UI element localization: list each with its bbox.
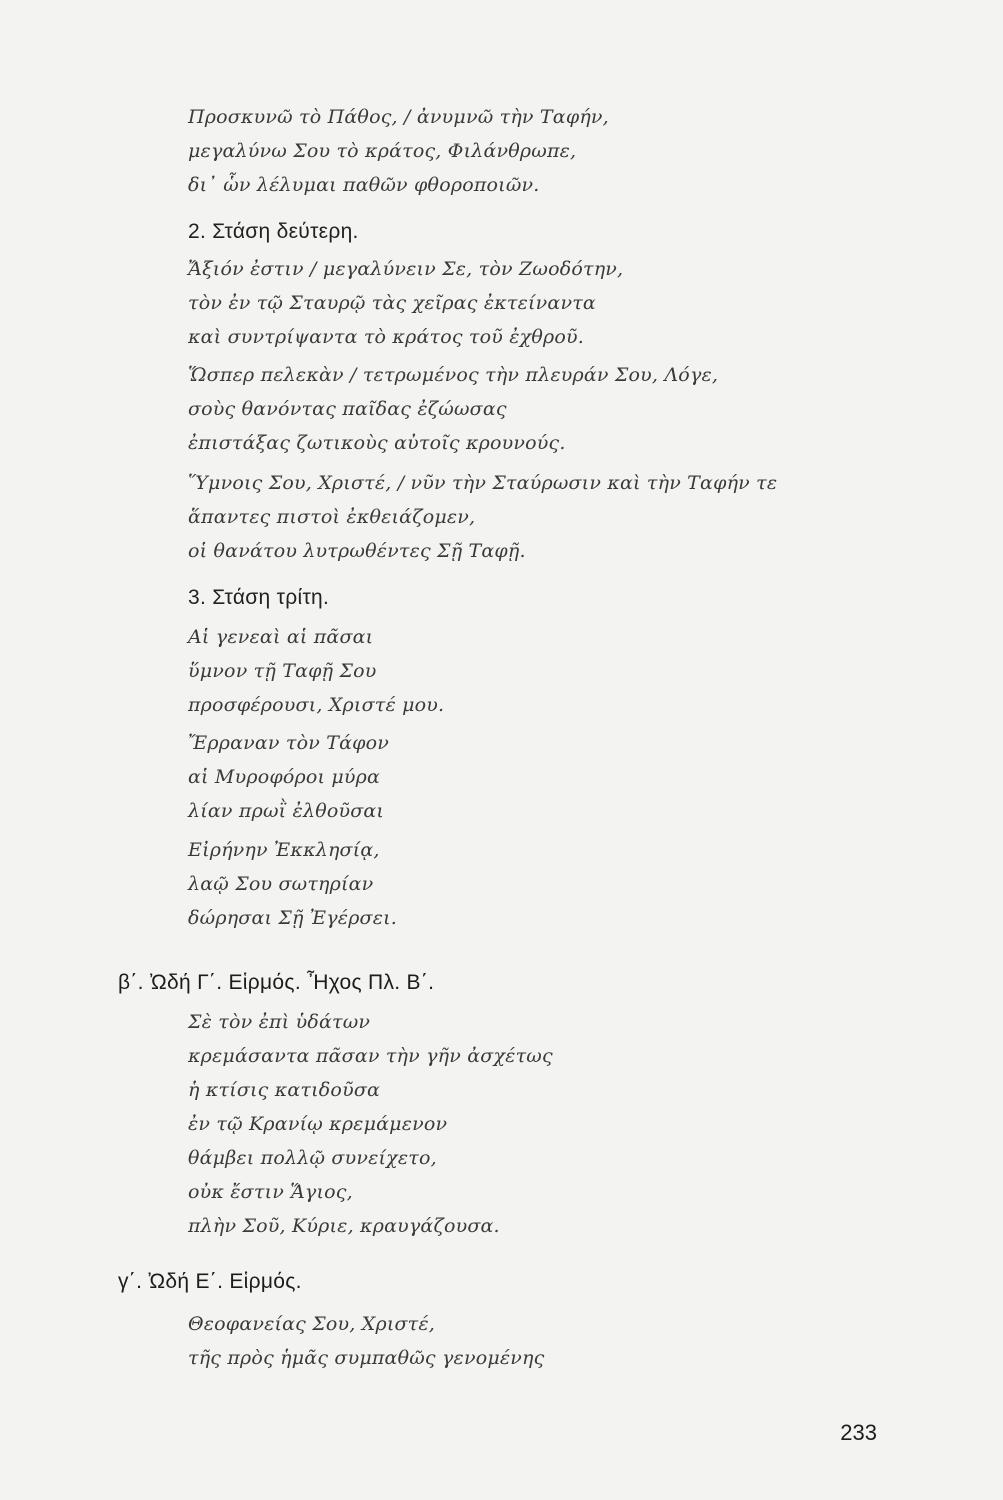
- verse-line: μεγαλύνω Σου τὸ κράτος, Φιλάνθρωπε,: [188, 140, 577, 162]
- subsection-heading-3: 3. Στάση τρίτη.: [188, 586, 330, 609]
- section-heading-c: γ΄. Ὠδή Ε΄. Εἱρμός.: [118, 1270, 302, 1293]
- stanza-4: [188, 466, 777, 568]
- subsection-heading-2: 2. Στάση δεύτερη.: [188, 220, 359, 243]
- verse-line: Σὲ τὸν ἐπὶ ὑδάτων: [188, 1011, 371, 1033]
- stanza-6: [188, 726, 389, 828]
- verse-line: τῆς πρὸς ἡμᾶς συμπαθῶς γενομένης: [188, 1347, 545, 1369]
- verse-line: ὕμνον τῇ Ταφῇ Σου: [188, 660, 377, 682]
- verse-line: ἡ κτίσις κατιδοῦσα: [188, 1079, 381, 1101]
- verse-line: Αἱ γενεαὶ αἱ πᾶσαι: [188, 626, 374, 648]
- verse-line: λίαν πρωῒ ἐλθοῦσαι: [188, 800, 385, 822]
- verse-line: σοὺς θανόντας παῖδας ἐζώωσας: [188, 398, 507, 420]
- verse-line: οἱ θανάτου λυτρωθέντες Σῇ Ταφῇ.: [188, 540, 526, 562]
- verse-line: ἐπιστάξας ζωτικοὺς αὐτοῖς κρουνούς.: [188, 432, 566, 454]
- verse-line: κρεμάσαντα πᾶσαν τὴν γῆν ἀσχέτως: [188, 1045, 553, 1067]
- verse-line: λαῷ Σου σωτηρίαν: [188, 873, 374, 895]
- verse-line: οὐκ ἔστιν Ἅγιος,: [188, 1181, 353, 1203]
- verse-line: Ὕμνοις Σου, Χριστέ, / νῦν τὴν Σταύρωσιν καὶ τὴν Ταφήν τε: [188, 472, 778, 494]
- verse-line: πλὴν Σοῦ, Κύριε, κραυγάζουσα.: [188, 1215, 500, 1237]
- verse-line: Εἰρήνην Ἐκκλησίᾳ,: [188, 839, 380, 861]
- verse-line: Ἄξιόν ἐστιν / μεγαλύνειν Σε, τὸν Ζωοδότην,: [188, 258, 624, 280]
- stanza-5: [188, 620, 444, 722]
- section-c-verse: [188, 1307, 544, 1375]
- verse-line: θάμβει πολλῷ συνείχετο,: [188, 1147, 437, 1169]
- page-number: 233: [840, 1420, 877, 1445]
- stanza-3: [188, 358, 718, 460]
- verse-line: ἅπαντες πιστοὶ ἐκθειάζομεν,: [188, 506, 476, 528]
- section-b-verse: [188, 1005, 553, 1243]
- verse-line: ἐν τῷ Κρανίῳ κρεμάμενον: [188, 1113, 448, 1135]
- verse-line: αἱ Μυροφόροι μύρα: [188, 766, 381, 788]
- verse-line: δι᾽ ὧν λέλυμαι παθῶν φθοροποιῶν.: [188, 174, 540, 196]
- verse-line: τὸν ἐν τῷ Σταυρῷ τὰς χεῖρας ἐκτείναντα: [188, 292, 596, 314]
- stanza-1: [188, 100, 609, 202]
- verse-line: Προσκυνῶ τὸ Πάθος, / ἀνυμνῶ τὴν Ταφήν,: [188, 106, 609, 128]
- verse-line: Ὥσπερ πελεκὰν / τετρωμένος τὴν πλευράν Σου, Λόγε,: [188, 364, 719, 386]
- verse-line: καὶ συντρίψαντα τὸ κράτος τοῦ ἐχθροῦ.: [188, 326, 585, 348]
- verse-line: δώρησαι Σῇ Ἐγέρσει.: [188, 907, 398, 929]
- verse-line: Ἔρραναν τὸν Τάφον: [188, 732, 390, 754]
- stanza-2: [188, 252, 623, 354]
- verse-line: προσφέρουσι, Χριστέ μου.: [188, 694, 445, 716]
- section-heading-b: β΄. Ὠδή Γ΄. Εἱρμός. Ἦχος Πλ. Β΄.: [118, 971, 435, 994]
- verse-line: Θεοφανείας Σου, Χριστέ,: [188, 1313, 436, 1335]
- stanza-7: [188, 833, 397, 935]
